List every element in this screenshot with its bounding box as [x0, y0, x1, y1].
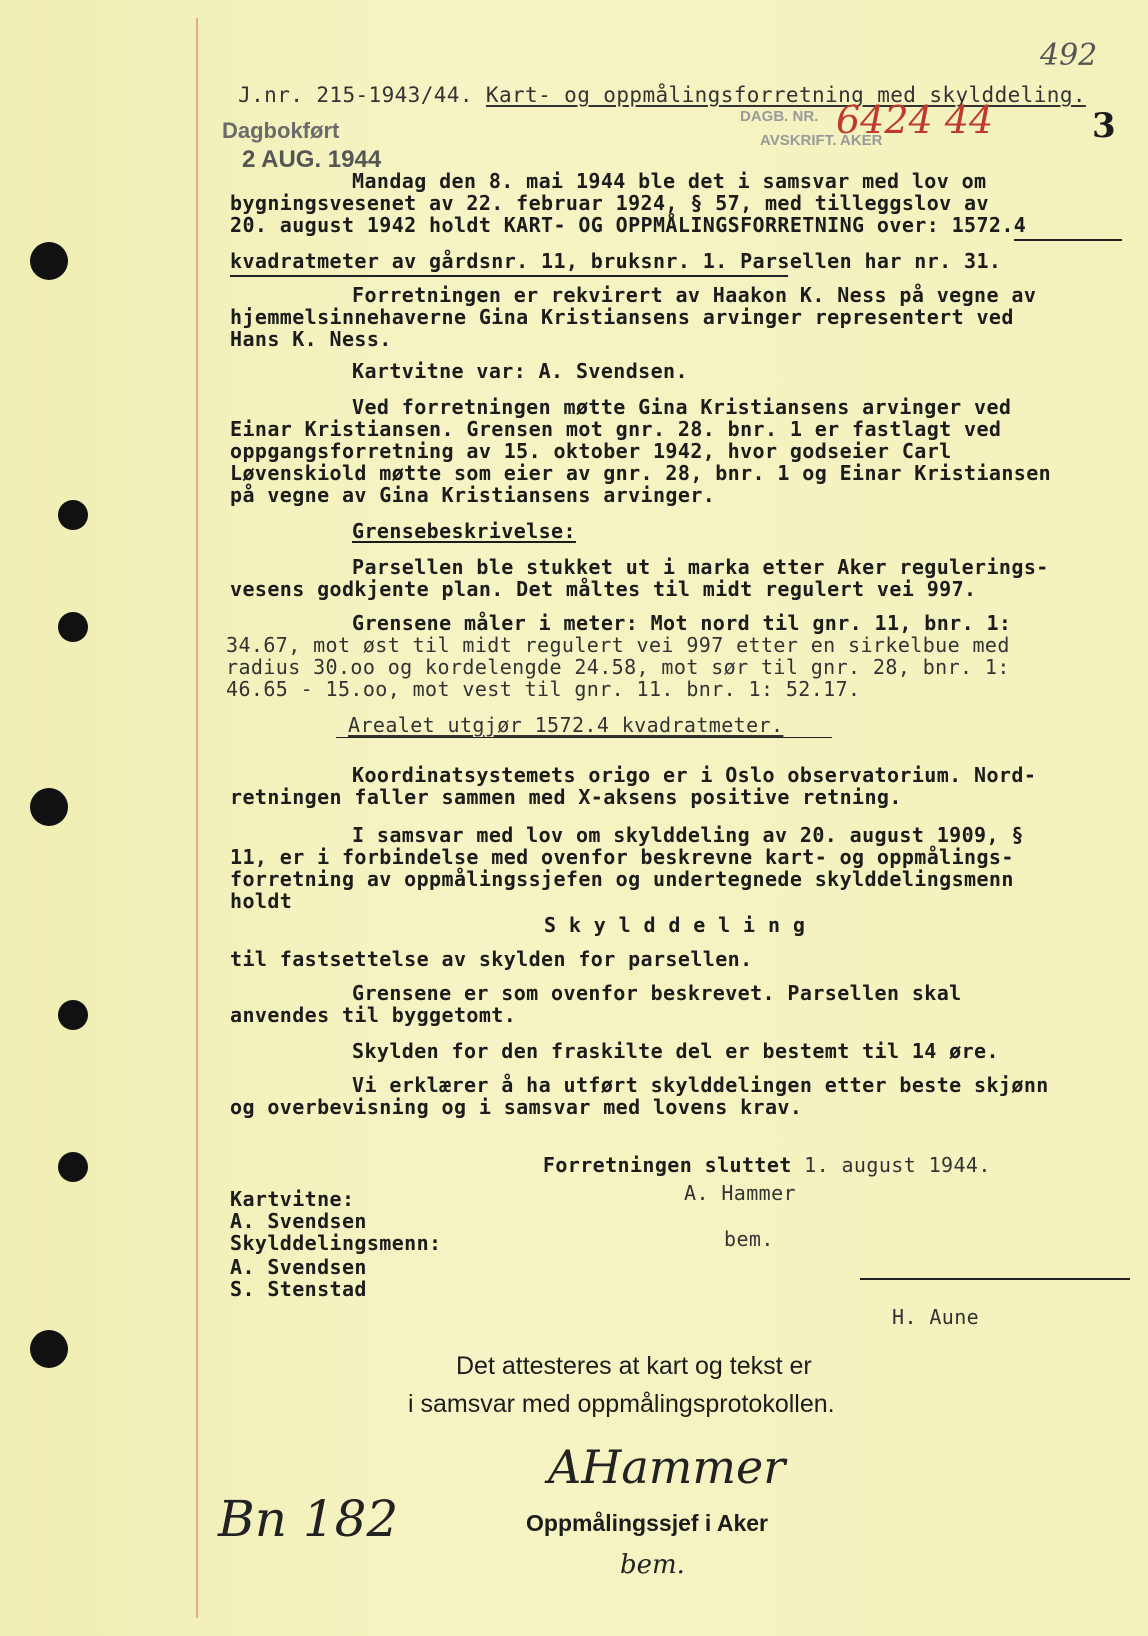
text-line: bygningsvesenet av 22. februar 1924, § 57, med tilleggslov av — [230, 191, 989, 215]
text-line: Vi erklærer å ha utført skylddelingen etter beste skjønn — [352, 1073, 1049, 1097]
attest-line: i samsvar med oppmålingsprotokollen. — [408, 1390, 835, 1418]
handwritten-bem: bem. — [620, 1550, 685, 1580]
text-line: 11, er i forbindelse med ovenfor beskrevne kart- og oppmålings- — [230, 845, 1014, 869]
text-line: 34.67, mot øst til midt regulert vei 997 etter en sirkelbue med — [226, 633, 1010, 657]
text-line: vesens godkjente plan. Det måltes til midt regulert vei 997. — [230, 577, 977, 601]
text-line: oppgangsforretning av 15. oktober 1942, hvor godseier Carl — [230, 439, 952, 463]
skylddelingsmann-name: A. Svendsen — [230, 1255, 367, 1279]
avskrift-stamp: AVSKRIFT. AKER — [760, 132, 883, 149]
text-line: Ved forretningen møtte Gina Kristiansens arvinger ved — [352, 395, 1012, 419]
text-line: hjemmelsinnehaverne Gina Kristiansens arvinger representert ved — [230, 305, 1014, 329]
text-line: holdt — [230, 889, 293, 913]
section-heading-skylddeling: S k y l d d e l i n g — [544, 913, 806, 937]
dagb-nr-handwritten: 6424 44 — [836, 98, 994, 142]
page-number-hand: 492 — [1040, 38, 1098, 73]
dagbokfort-stamp: Dagbokført — [222, 118, 340, 143]
text-line: på vegne av Gina Kristiansens arvinger. — [230, 483, 716, 507]
closing-date: 1. august 1944. — [804, 1153, 991, 1177]
section-heading-grensebeskrivelse: Grensebeskrivelse: — [352, 519, 576, 543]
page-number: 3 — [1092, 106, 1117, 146]
closing-line — [518, 1132, 991, 1176]
text-line: forretning av oppmålingssjefen og undertegnede skylddelingsmenn — [230, 867, 1014, 891]
text-line: 20. august 1942 holdt KART- OG OPPMÅLINGSFORRETNING over: 1572.4 — [230, 213, 1027, 237]
signer-name: H. Aune — [892, 1305, 980, 1329]
text-line: retningen faller sammen med X-aksens positive retning. — [230, 785, 902, 809]
text-line: anvendes til byggetomt. — [230, 1003, 517, 1027]
text-line: Forretningen er rekvirert av Haakon K. Ness på vegne av — [352, 283, 1037, 307]
kartvitne-name: A. Svendsen — [230, 1209, 367, 1233]
dagbokfort-date: 2 AUG. 1944 — [242, 146, 382, 173]
punch-hole — [58, 612, 88, 642]
punch-hole — [58, 500, 88, 530]
punch-hole — [58, 1000, 88, 1030]
signer-name: A. Hammer — [684, 1181, 796, 1205]
underline-rule — [1014, 239, 1122, 241]
underline-rule — [336, 737, 832, 738]
text-line: Skylden for den fraskilte del er bestemt til 14 øre. — [352, 1039, 999, 1063]
closing-label: Forretningen sluttet — [542, 1153, 792, 1177]
kartvitne-label: Kartvitne: — [230, 1187, 355, 1211]
punch-hole — [30, 1330, 68, 1368]
dagb-nr-stamp: DAGB. NR. — [740, 108, 819, 125]
text-line: Grensene måler i meter: Mot nord til gnr. 11, bnr. 1: — [352, 611, 1012, 635]
punch-hole — [58, 1152, 88, 1182]
area-summary: Arealet utgjør 1572.4 kvadratmeter. — [348, 713, 784, 737]
journal-title: Kart- og oppmålingsforretning med skylddeling. — [485, 83, 1086, 107]
skylddelingsmann-name: S. Stenstad — [230, 1277, 367, 1301]
signer-note: bem. — [724, 1227, 774, 1251]
text-line: Hans K. Ness. — [230, 327, 392, 351]
text-line: Parsellen ble stukket ut i marka etter Aker regulerings- — [352, 555, 1049, 579]
handwritten-bn-note: Bn 182 — [218, 1490, 399, 1548]
skylddelingsmenn-label: Skylddelingsmenn: — [230, 1231, 442, 1255]
text-line: Einar Kristiansen. Grensen mot gnr. 28. bnr. 1 er fastlagt ved — [230, 417, 1002, 441]
attest-title: Oppmålingssjef i Aker — [526, 1510, 768, 1536]
punch-hole — [30, 788, 68, 826]
text-line: I samsvar med lov om skylddeling av 20. august 1909, § — [352, 823, 1024, 847]
text-line: Mandag den 8. mai 1944 ble det i samsvar med lov om — [352, 169, 987, 193]
handwritten-signature: AHammer — [548, 1440, 786, 1494]
underline-rule — [230, 275, 788, 277]
text-line: og overbevisning og i samsvar med lovens krav. — [230, 1095, 803, 1119]
punch-hole — [30, 242, 68, 280]
journal-prefix: J.nr. 215-1943/44. — [238, 83, 486, 107]
attest-line: Det attesteres at kart og tekst er — [456, 1352, 812, 1380]
text-line: til fastsettelse av skylden for parsellen. — [230, 947, 753, 971]
margin-line — [196, 18, 198, 1618]
text-line: 46.65 - 15.oo, mot vest til gnr. 11. bnr. 1: 52.17. — [226, 677, 861, 701]
text-line: kvadratmeter av gårdsnr. 11, bruksnr. 1. Parsellen har nr. 31. — [230, 249, 1002, 273]
text-line: Løvenskiold møtte som eier av gnr. 28, bnr. 1 og Einar Kristiansen — [230, 461, 1052, 485]
text-line: Kartvitne var: A. Svendsen. — [352, 359, 688, 383]
signature-rule — [860, 1278, 1130, 1280]
text-line: Koordinatsystemets origo er i Oslo observatorium. Nord- — [352, 763, 1037, 787]
text-line: Grensene er som ovenfor beskrevet. Parsellen skal — [352, 981, 962, 1005]
text-line: radius 30.oo og kordelengde 24.58, mot sør til gnr. 28, bnr. 1: — [226, 655, 1010, 679]
